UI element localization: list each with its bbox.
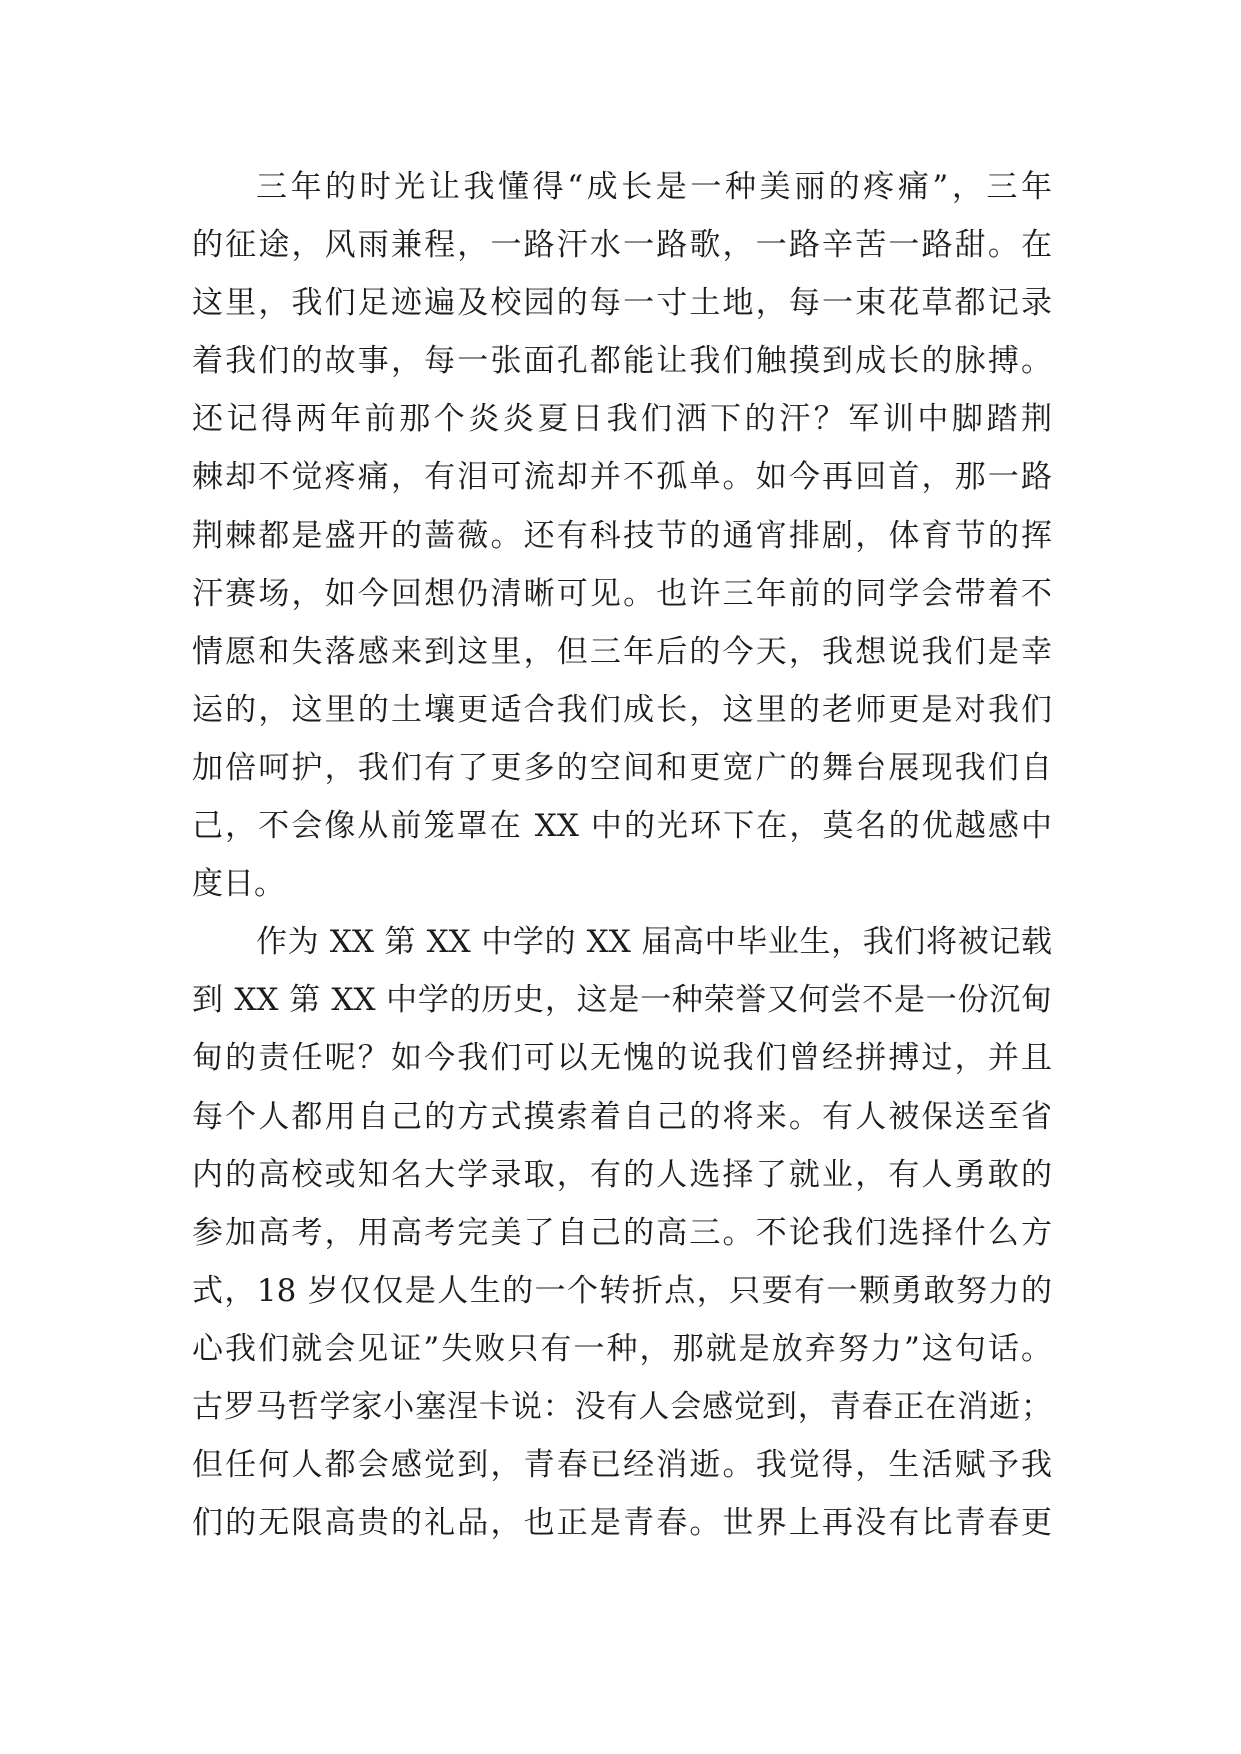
text-line: 甸的责任呢？如今我们可以无愧的说我们曾经拼搏过，并且 [192, 1040, 1052, 1077]
text-line: 己，不会像从前笼罩在 XX 中的光环下在，莫名的优越感中 [192, 808, 1052, 845]
text-line: 荆棘都是盛开的蔷薇。还有科技节的通宵排剧，体育节的挥 [192, 517, 1052, 554]
text-line: 古罗马哲学家小塞涅卡说：没有人会感觉到，青春正在消逝； [192, 1388, 1052, 1425]
text-line: 的征途，风雨兼程，一路汗水一路歌，一路辛苦一路甜。在 [192, 227, 1052, 264]
text-line: 加倍呵护，我们有了更多的空间和更宽广的舞台展现我们自 [192, 749, 1052, 786]
text-line: 式，18 岁仅仅是人生的一个转折点，只要有一颗勇敢努力的 [192, 1272, 1052, 1309]
text-line: 心我们就会见证”失败只有一种，那就是放弃努力”这句话。 [192, 1330, 1052, 1367]
text-line: 内的高校或知名大学录取，有的人选择了就业，有人勇敢的 [192, 1156, 1052, 1193]
text-line: 作为 XX 第 XX 中学的 XX 届高中毕业生，我们将被记载 [256, 924, 1052, 961]
text-line: 着我们的故事，每一张面孔都能让我们触摸到成长的脉搏。 [192, 343, 1052, 380]
text-line: 运的，这里的土壤更适合我们成长，这里的老师更是对我们 [192, 691, 1052, 728]
body-text [192, 158, 1052, 1552]
text-line: 三年的时光让我懂得“成长是一种美丽的疼痛”，三年 [256, 169, 1052, 205]
text-line: 到 XX 第 XX 中学的历史，这是一种荣誉又何尝不是一份沉甸 [192, 982, 1052, 1019]
text-line: 汗赛场，如今回想仍清晰可见。也许三年前的同学会带着不 [192, 575, 1052, 612]
text-line: 参加高考，用高考完美了自己的高三。不论我们选择什么方 [192, 1214, 1052, 1251]
text-line: 棘却不觉疼痛，有泪可流却并不孤单。如今再回首，那一路 [192, 459, 1052, 496]
text-line: 每个人都用自己的方式摸索着自己的将来。有人被保送至省 [192, 1098, 1052, 1135]
text-line: 们的无限高贵的礼品，也正是青春。世界上再没有比青春更 [192, 1505, 1052, 1542]
text-line: 情愿和失落感来到这里，但三年后的今天，我想说我们是幸 [192, 633, 1052, 670]
text-line: 还记得两年前那个炎炎夏日我们洒下的汗？军训中脚踏荆 [192, 401, 1052, 438]
text-line: 度日。 [192, 866, 285, 903]
text-line: 但任何人都会感觉到，青春已经消逝。我觉得，生活赋予我 [192, 1447, 1052, 1484]
text-line: 这里，我们足迹遍及校园的每一寸土地，每一束花草都记录 [192, 285, 1052, 322]
